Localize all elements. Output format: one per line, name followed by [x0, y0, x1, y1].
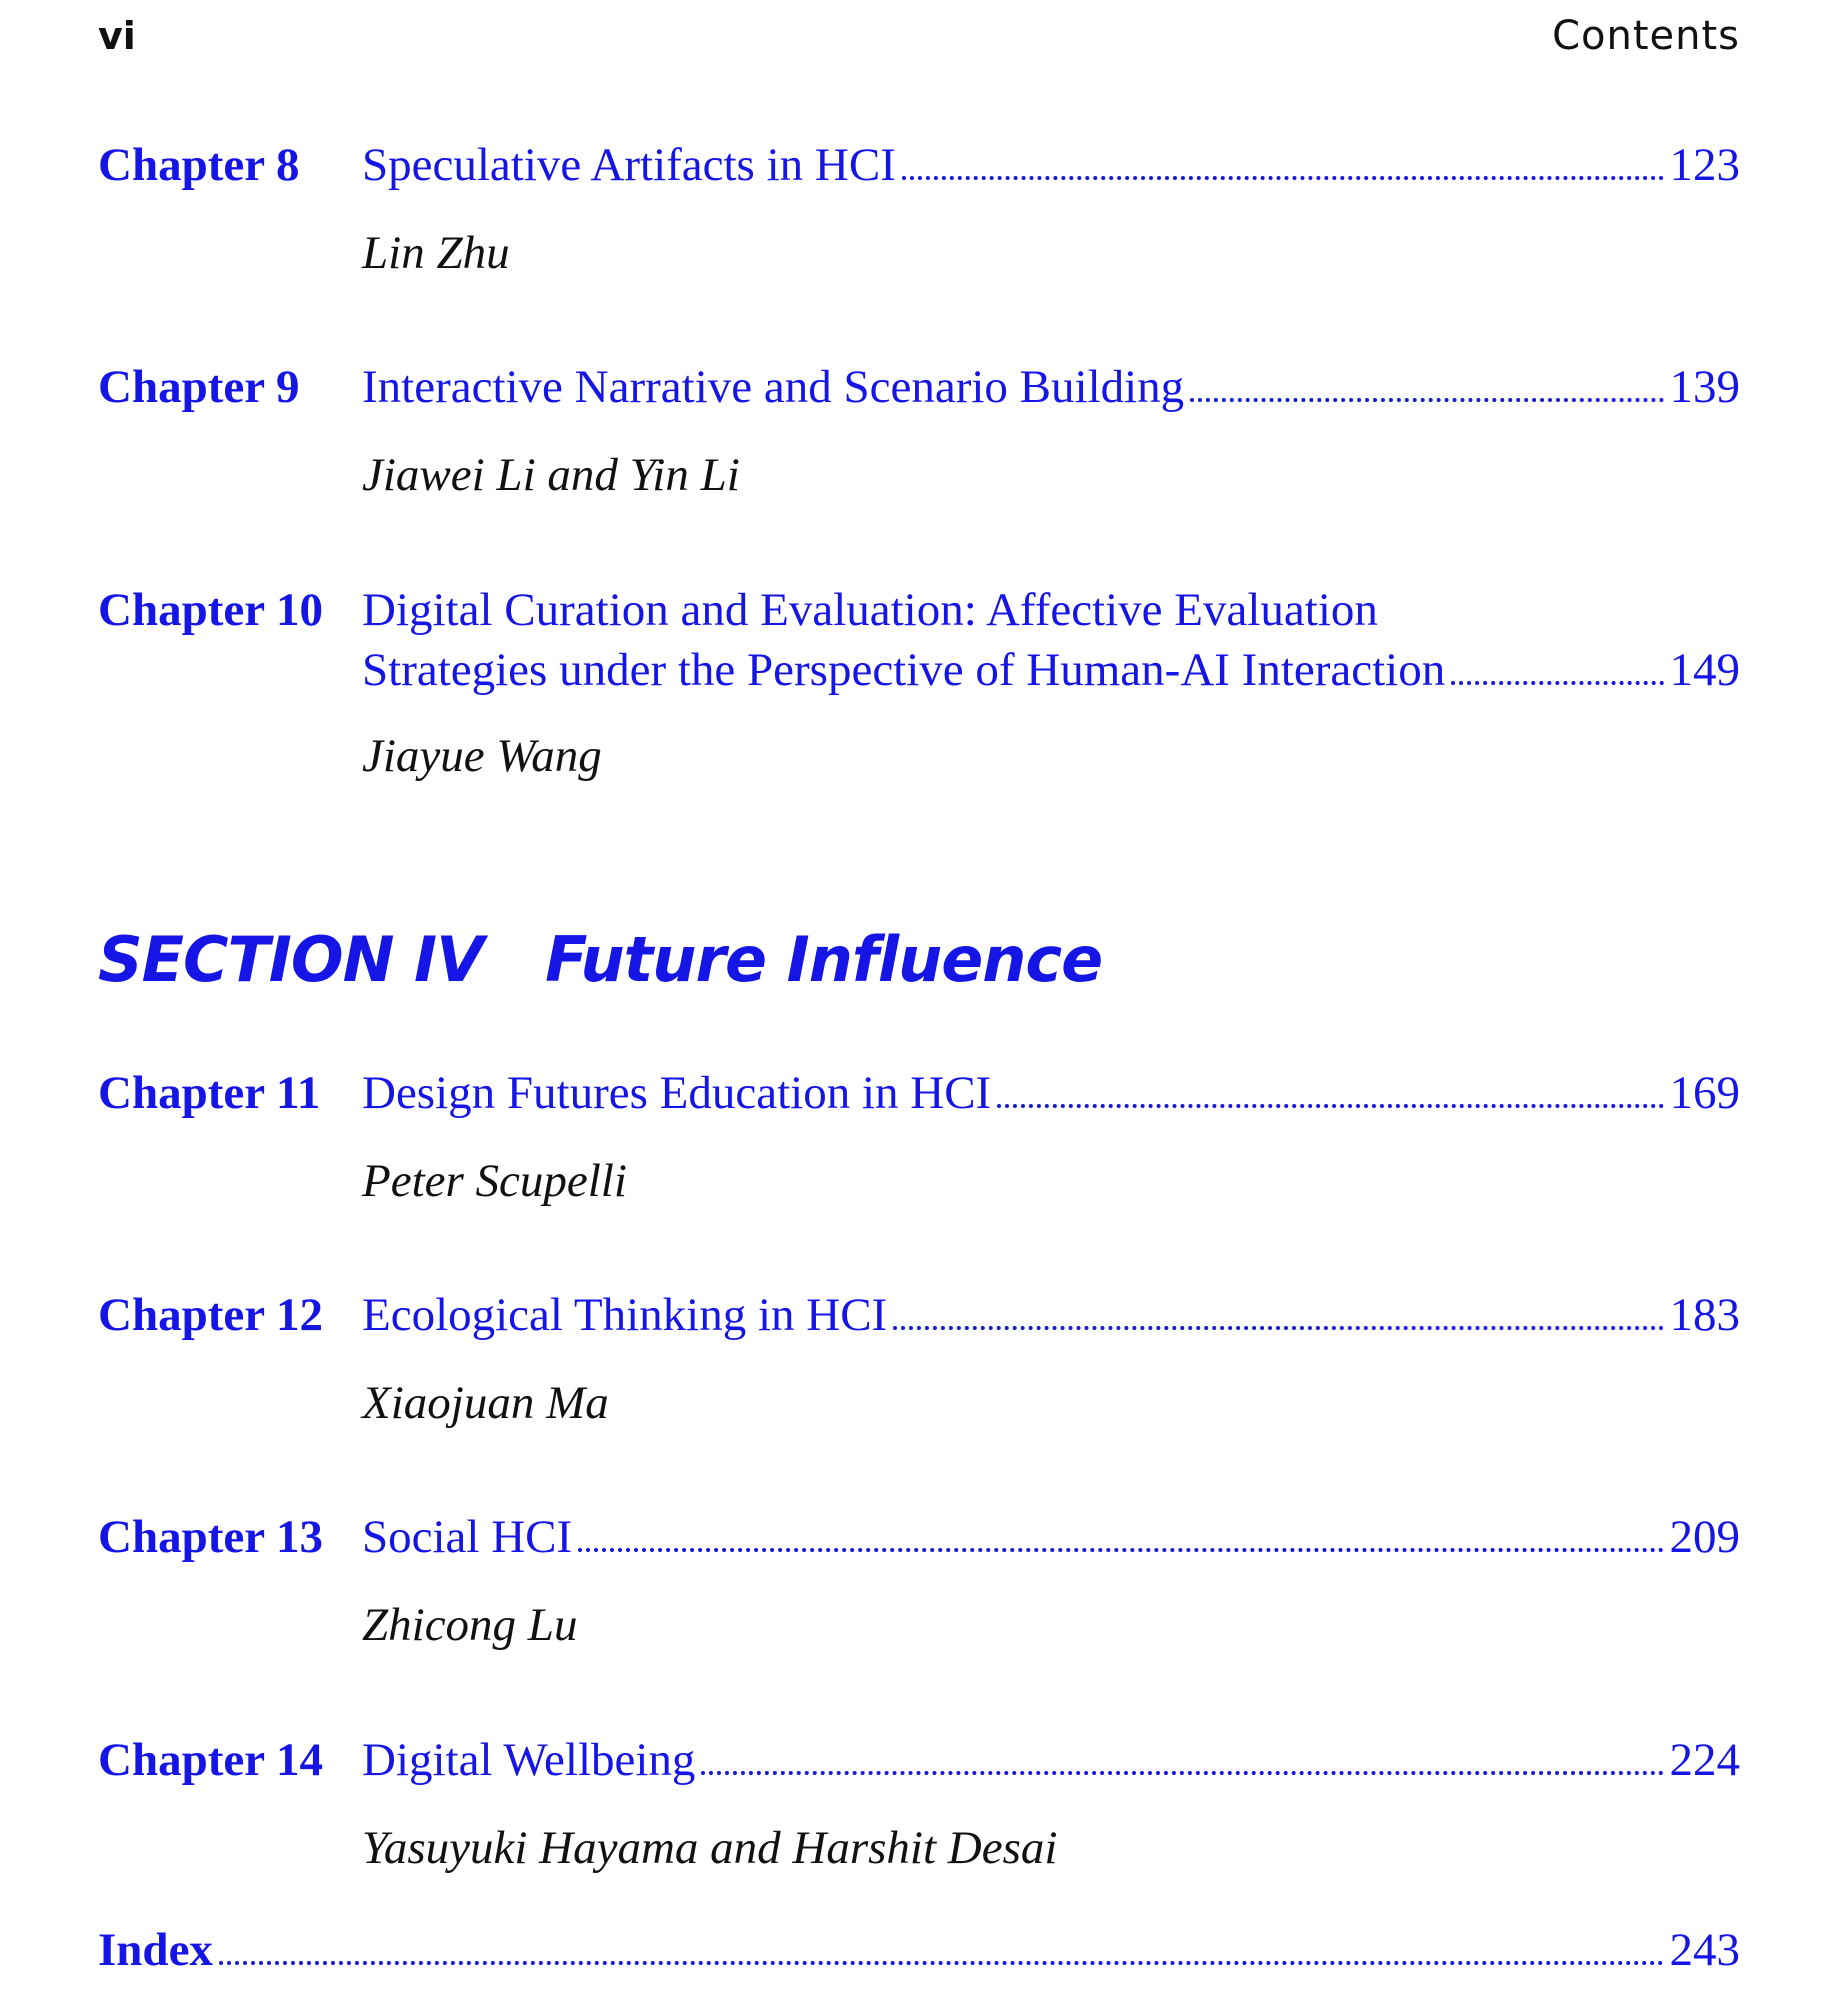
chapter-title-block — [362, 1730, 1740, 1790]
chapter-title: Strategies under the Perspective of Human-AI Interaction — [362, 644, 1446, 696]
chapter-title-block — [362, 135, 1740, 195]
chapter-label: Chapter 8 — [98, 139, 300, 191]
dot-leader — [902, 176, 1664, 180]
chapter-author: Xiaojuan Ma — [362, 1377, 609, 1429]
page-reference: 169 — [1669, 1067, 1740, 1119]
section-name: Future Influence — [545, 923, 1103, 996]
chapter-title-line[interactable] — [362, 1730, 1740, 1790]
page-reference: 139 — [1669, 361, 1740, 413]
page-reference: 123 — [1669, 139, 1740, 191]
chapter-title: Interactive Narrative and Scenario Building — [362, 361, 1185, 413]
dot-leader — [701, 1771, 1663, 1775]
chapter-label: Chapter 10 — [98, 584, 323, 636]
running-title: Contents — [1552, 13, 1740, 59]
running-header — [98, 8, 1740, 64]
chapter-title-line[interactable] — [362, 357, 1740, 417]
chapter-title: Speculative Artifacts in HCI — [362, 139, 896, 191]
dot-leader — [997, 1104, 1663, 1108]
chapter-title: Digital Wellbeing — [362, 1734, 696, 1786]
chapter-title-line-1: Digital Curation and Evaluation: Affective Evaluation — [362, 584, 1378, 636]
chapter-title-block — [362, 357, 1740, 417]
section-heading[interactable] — [98, 920, 1102, 1000]
chapter-author: Jiayue Wang — [362, 730, 602, 782]
chapter-label: Chapter 12 — [98, 1289, 323, 1341]
page-reference: 209 — [1669, 1511, 1740, 1563]
chapter-label: Chapter 14 — [98, 1734, 323, 1786]
chapter-title-block — [362, 1285, 1740, 1345]
chapter-title: Ecological Thinking in HCI — [362, 1289, 888, 1341]
chapter-author: Lin Zhu — [362, 227, 510, 279]
chapter-author: Zhicong Lu — [362, 1599, 578, 1651]
chapter-author: Jiawei Li and Yin Li — [362, 449, 740, 501]
toc-entry-index[interactable] — [98, 1920, 1740, 1980]
dot-leader — [219, 1961, 1664, 1965]
index-label: Index — [98, 1924, 213, 1976]
chapter-title-block — [362, 1507, 1740, 1567]
chapter-title-line[interactable] — [362, 1063, 1740, 1123]
chapter-label: Chapter 13 — [98, 1511, 323, 1563]
page-reference: 149 — [1669, 644, 1740, 696]
dot-leader — [1190, 398, 1663, 402]
chapter-title-block — [362, 1063, 1740, 1123]
chapter-label: Chapter 11 — [98, 1067, 321, 1119]
chapter-author: Peter Scupelli — [362, 1155, 627, 1207]
page-reference: 183 — [1669, 1289, 1740, 1341]
chapter-title-line[interactable] — [362, 640, 1740, 700]
dot-leader — [893, 1326, 1663, 1330]
page-number: vi — [98, 14, 136, 58]
chapter-title-block — [362, 580, 1740, 700]
section-number: SECTION IV — [98, 923, 484, 996]
chapter-title: Design Futures Education in HCI — [362, 1067, 992, 1119]
chapter-title-line[interactable] — [362, 1507, 1740, 1567]
page-reference: 224 — [1669, 1734, 1740, 1786]
chapter-title-line[interactable] — [362, 135, 1740, 195]
page-reference: 243 — [1669, 1924, 1740, 1976]
dot-leader — [1451, 681, 1663, 685]
chapter-title: Social HCI — [362, 1511, 573, 1563]
chapter-author: Yasuyuki Hayama and Harshit Desai — [362, 1822, 1058, 1874]
chapter-label: Chapter 9 — [98, 361, 300, 413]
chapter-title-line[interactable] — [362, 1285, 1740, 1345]
dot-leader — [578, 1548, 1663, 1552]
